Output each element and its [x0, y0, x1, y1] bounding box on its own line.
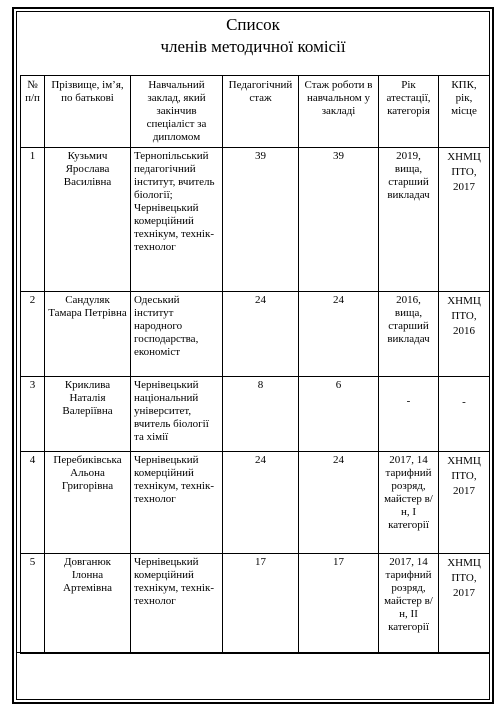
cell-attestation: 2016, вища, старший викладач [379, 292, 439, 377]
commission-members-table [20, 75, 490, 654]
title-line-2: членів методичної комісії [160, 37, 346, 56]
cell-ped-stazh: 8 [223, 377, 299, 452]
header-ped-stazh: Педагогічний стаж [223, 76, 299, 148]
cell-name: Перебиківська Альона Григорівна [45, 452, 131, 554]
cell-education: Чернівецький комерційний технікум, технік-технолог [131, 554, 223, 654]
cell-name: Криклива Наталія Валеріївна [45, 377, 131, 452]
cell-num: 2 [21, 292, 45, 377]
cell-education: Чернівецький національний університет, вчитель біології та хімії [131, 377, 223, 452]
cell-kpk: ХНМЦ ПТО, 2017 [439, 554, 490, 654]
cell-name: Довганюк Ілонна Артемівна [45, 554, 131, 654]
cell-education: Тернопільський педагогічний інститут, вчитель біології; Чернівецький комерційний технікум, технік-технолог [131, 148, 223, 292]
cell-attestation: 2017, 14 тарифний розряд, майстер в/н, І категорії [379, 452, 439, 554]
cell-num: 1 [21, 148, 45, 292]
header-kpk: КПК, рік, місце [439, 76, 490, 148]
cell-kpk: - [439, 377, 490, 452]
cell-ped-stazh: 24 [223, 452, 299, 554]
cell-attestation: 2017, 14 тарифний розряд, майстер в/н, ІІ категорії [379, 554, 439, 654]
table-row [21, 554, 490, 654]
table-row [21, 292, 490, 377]
cell-education: Чернівецький комерційний технікум, технік-технолог [131, 452, 223, 554]
cell-stazh: 24 [299, 292, 379, 377]
cell-kpk: ХНМЦ ПТО, 2017 [439, 452, 490, 554]
cell-ped-stazh: 24 [223, 292, 299, 377]
cell-kpk: ХНМЦ ПТО, 2016 [439, 292, 490, 377]
cell-stazh: 6 [299, 377, 379, 452]
header-num: № п/п [21, 76, 45, 148]
cell-stazh: 39 [299, 148, 379, 292]
header-education: Навчальний заклад, який закінчив спеціаліст за дипломом [131, 76, 223, 148]
table-row [21, 377, 490, 452]
cell-num: 5 [21, 554, 45, 654]
cell-name: Сандуляк Тамара Петрівна [45, 292, 131, 377]
header-name: Прізвище, ім’я, по батькові [45, 76, 131, 148]
cell-num: 3 [21, 377, 45, 452]
cell-education: Одеський інститут народного господарства, економіст [131, 292, 223, 377]
header-attestation: Рік атестації, категорія [379, 76, 439, 148]
cell-num: 4 [21, 452, 45, 554]
table-row [21, 452, 490, 554]
bottom-divider [16, 652, 490, 653]
header-stazh: Стаж роботи в навчальном у закладі [299, 76, 379, 148]
cell-attestation: - [379, 377, 439, 452]
cell-ped-stazh: 39 [223, 148, 299, 292]
table-row [21, 148, 490, 292]
cell-attestation: 2019, вища, старший викладач [379, 148, 439, 292]
cell-stazh: 17 [299, 554, 379, 654]
document-title [16, 14, 490, 58]
cell-stazh: 24 [299, 452, 379, 554]
cell-name: Кузьмич Ярослава Василівна [45, 148, 131, 292]
cell-kpk: ХНМЦ ПТО, 2017 [439, 148, 490, 292]
table-header-row [21, 76, 490, 148]
title-line-1: Список [226, 15, 280, 34]
cell-ped-stazh: 17 [223, 554, 299, 654]
